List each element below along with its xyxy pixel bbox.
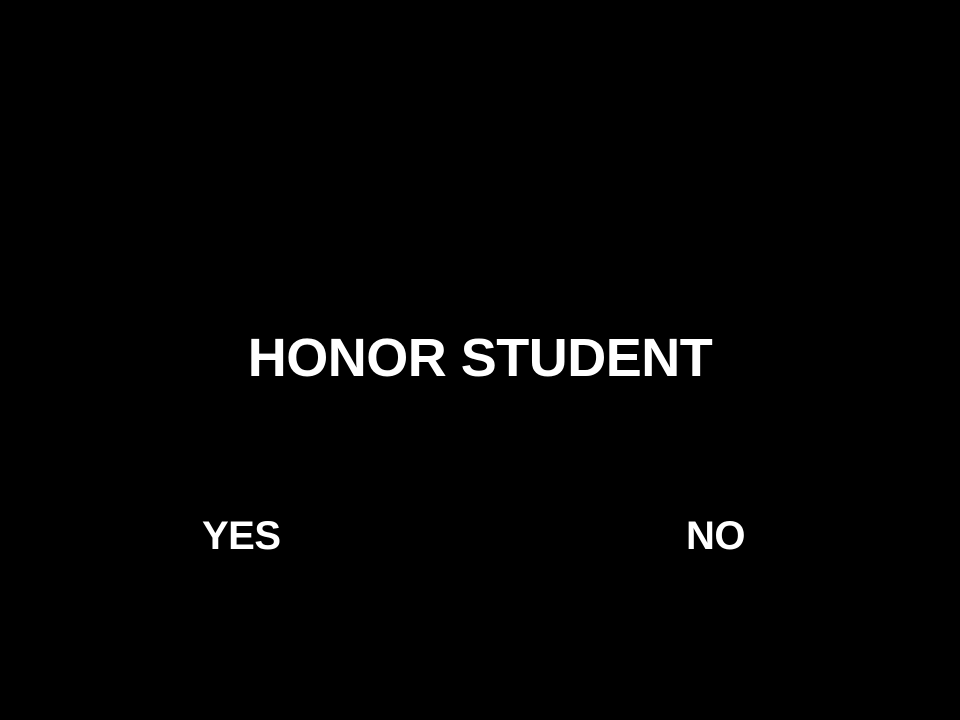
slide-title: HONOR STUDENT bbox=[247, 328, 713, 388]
yes-option-label: YES bbox=[202, 514, 281, 558]
no-option-label: NO bbox=[686, 514, 745, 558]
